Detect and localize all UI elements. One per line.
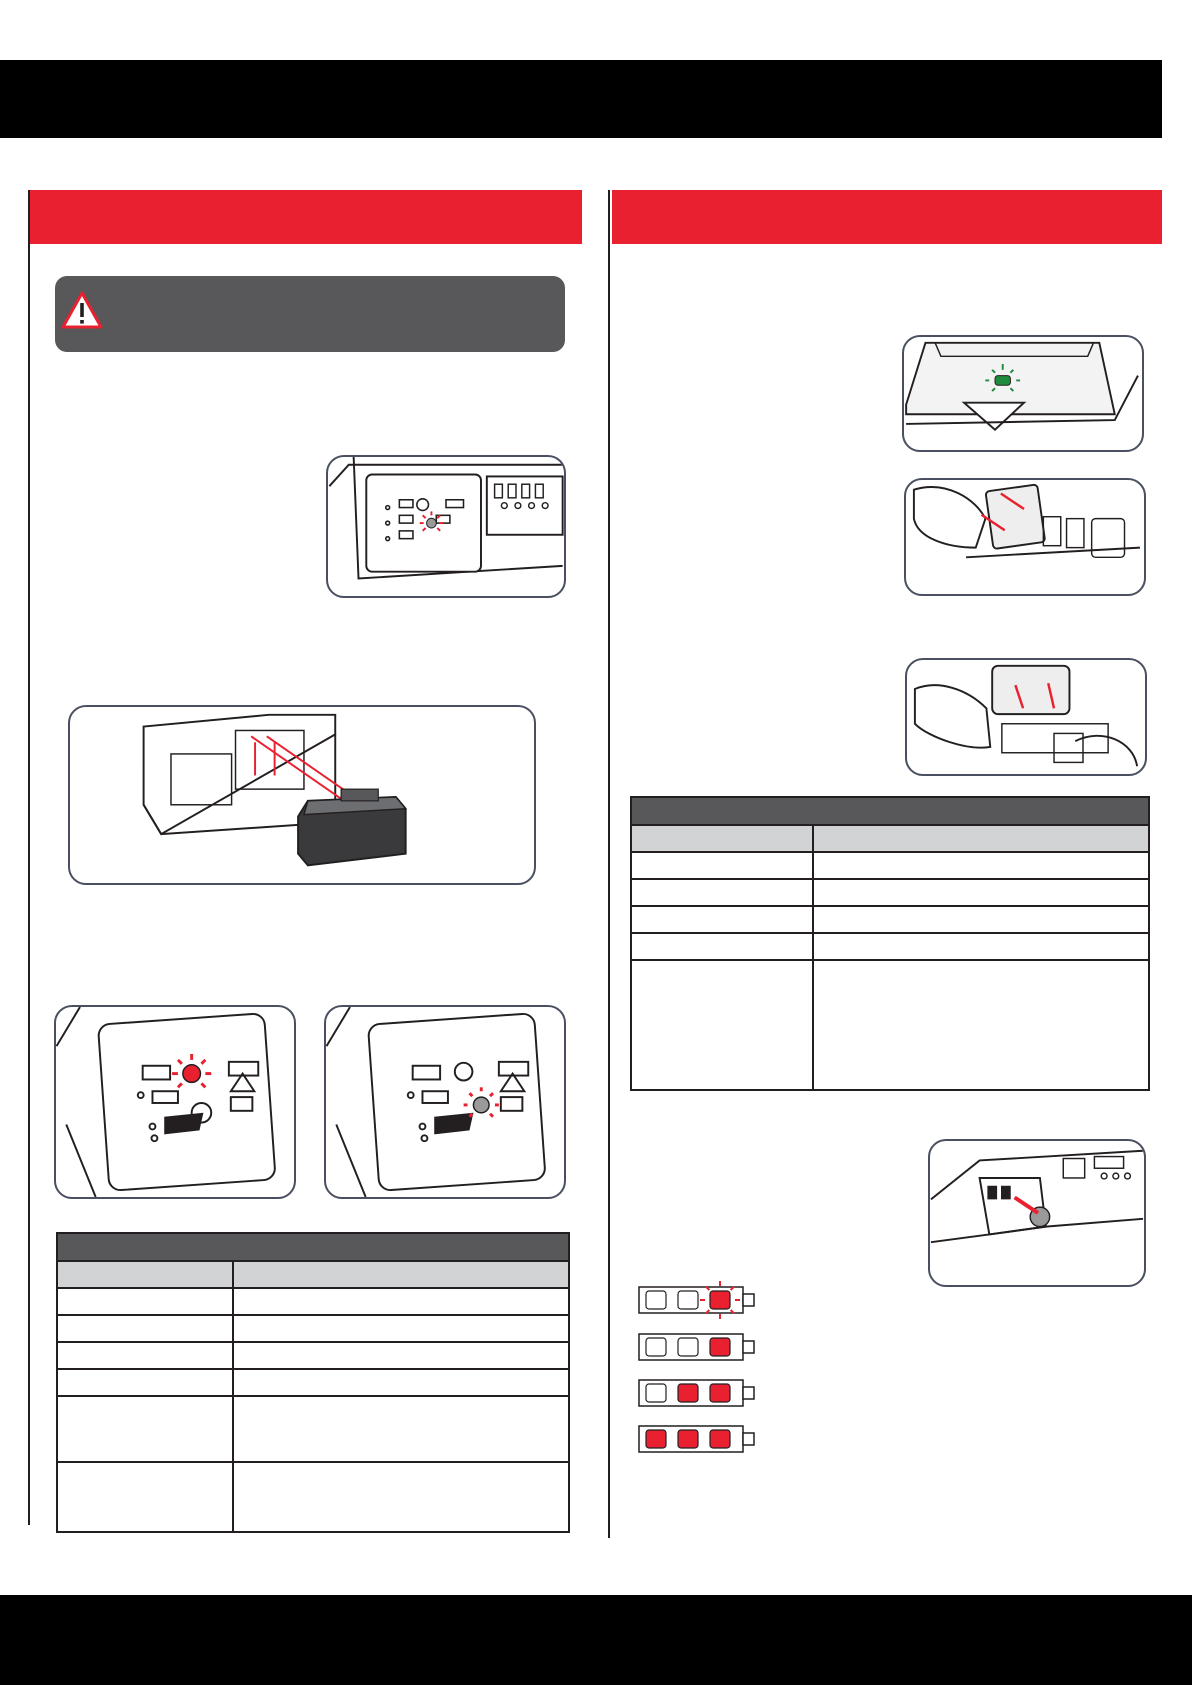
table-cell — [631, 933, 813, 960]
table-cell — [813, 933, 1149, 960]
table-cell — [631, 879, 813, 906]
battery-table-title — [631, 797, 1149, 825]
table-cell — [631, 852, 813, 879]
warning-triangle-icon — [61, 290, 103, 330]
battery-cell-lit — [710, 1430, 730, 1448]
battery-insertion-illustration — [68, 705, 536, 885]
table-row — [57, 1315, 569, 1342]
table-row — [57, 1396, 569, 1462]
battery-level-indicator — [638, 1418, 758, 1458]
battery-cell-lit — [678, 1384, 698, 1402]
table-cell — [57, 1396, 233, 1462]
table-cell — [233, 1315, 569, 1342]
charger-table-col-2 — [233, 1261, 569, 1288]
left-column-rule — [28, 190, 30, 1525]
battery-terminal — [743, 1294, 754, 1306]
table-cell — [233, 1342, 569, 1369]
battery-cell-off — [646, 1291, 666, 1309]
table-cell — [57, 1342, 233, 1369]
charger-table-col-1 — [57, 1261, 233, 1288]
left-section-header — [30, 190, 582, 244]
battery-table-col-1 — [631, 825, 813, 852]
charger-grey-led-illustration — [324, 1005, 566, 1199]
table-cell — [57, 1315, 233, 1342]
table-row — [57, 1288, 569, 1315]
battery-remove-illustration — [904, 478, 1146, 596]
battery-table-col-2 — [813, 825, 1149, 852]
table-cell — [813, 852, 1149, 879]
table-row — [631, 960, 1149, 1090]
battery-cell-lit — [710, 1384, 730, 1402]
table-cell — [233, 1396, 569, 1462]
table-cell — [57, 1288, 233, 1315]
battery-terminal — [743, 1341, 754, 1353]
battery-cell-lit — [678, 1430, 698, 1448]
fuel-gauge-button-illustration — [928, 1139, 1146, 1287]
table-cell — [57, 1462, 233, 1532]
footer-bar — [0, 1595, 1192, 1685]
battery-terminal — [743, 1433, 754, 1445]
table-row — [631, 879, 1149, 906]
table-row — [631, 906, 1149, 933]
table-row — [631, 933, 1149, 960]
battery-level-indicator — [638, 1372, 758, 1412]
table-cell — [813, 879, 1149, 906]
table-cell — [813, 960, 1149, 1090]
battery-cell-off — [678, 1291, 698, 1309]
battery-level-indicator — [638, 1279, 758, 1319]
battery-cell-lit — [710, 1338, 730, 1356]
charger-red-led-illustration — [54, 1005, 296, 1199]
table-row — [57, 1369, 569, 1396]
charger-table-title — [57, 1233, 569, 1261]
table-cell — [631, 960, 813, 1090]
right-section-header — [612, 190, 1162, 244]
table-cell — [631, 906, 813, 933]
battery-slide-illustration — [905, 658, 1147, 776]
battery-cell-lit — [646, 1430, 666, 1448]
table-cell — [233, 1288, 569, 1315]
table-cell — [233, 1462, 569, 1532]
top-header-bar — [0, 60, 1162, 138]
charger-indicator-table — [56, 1232, 570, 1533]
battery-cell-off — [646, 1338, 666, 1356]
battery-level-indicator — [638, 1326, 758, 1366]
battery-green-led-illustration — [902, 335, 1144, 452]
warning-box — [55, 276, 565, 352]
table-cell — [813, 906, 1149, 933]
battery-indicator-table — [630, 796, 1150, 1091]
table-row — [57, 1342, 569, 1369]
battery-cell-off — [678, 1338, 698, 1356]
battery-cell-lit — [710, 1291, 730, 1309]
battery-cell-off — [646, 1384, 666, 1402]
table-row — [631, 852, 1149, 879]
right-column-rule — [608, 190, 610, 1538]
battery-terminal — [743, 1387, 754, 1399]
table-cell — [233, 1369, 569, 1396]
table-row — [57, 1462, 569, 1532]
charger-panel-illustration — [326, 455, 566, 598]
table-cell — [57, 1369, 233, 1396]
